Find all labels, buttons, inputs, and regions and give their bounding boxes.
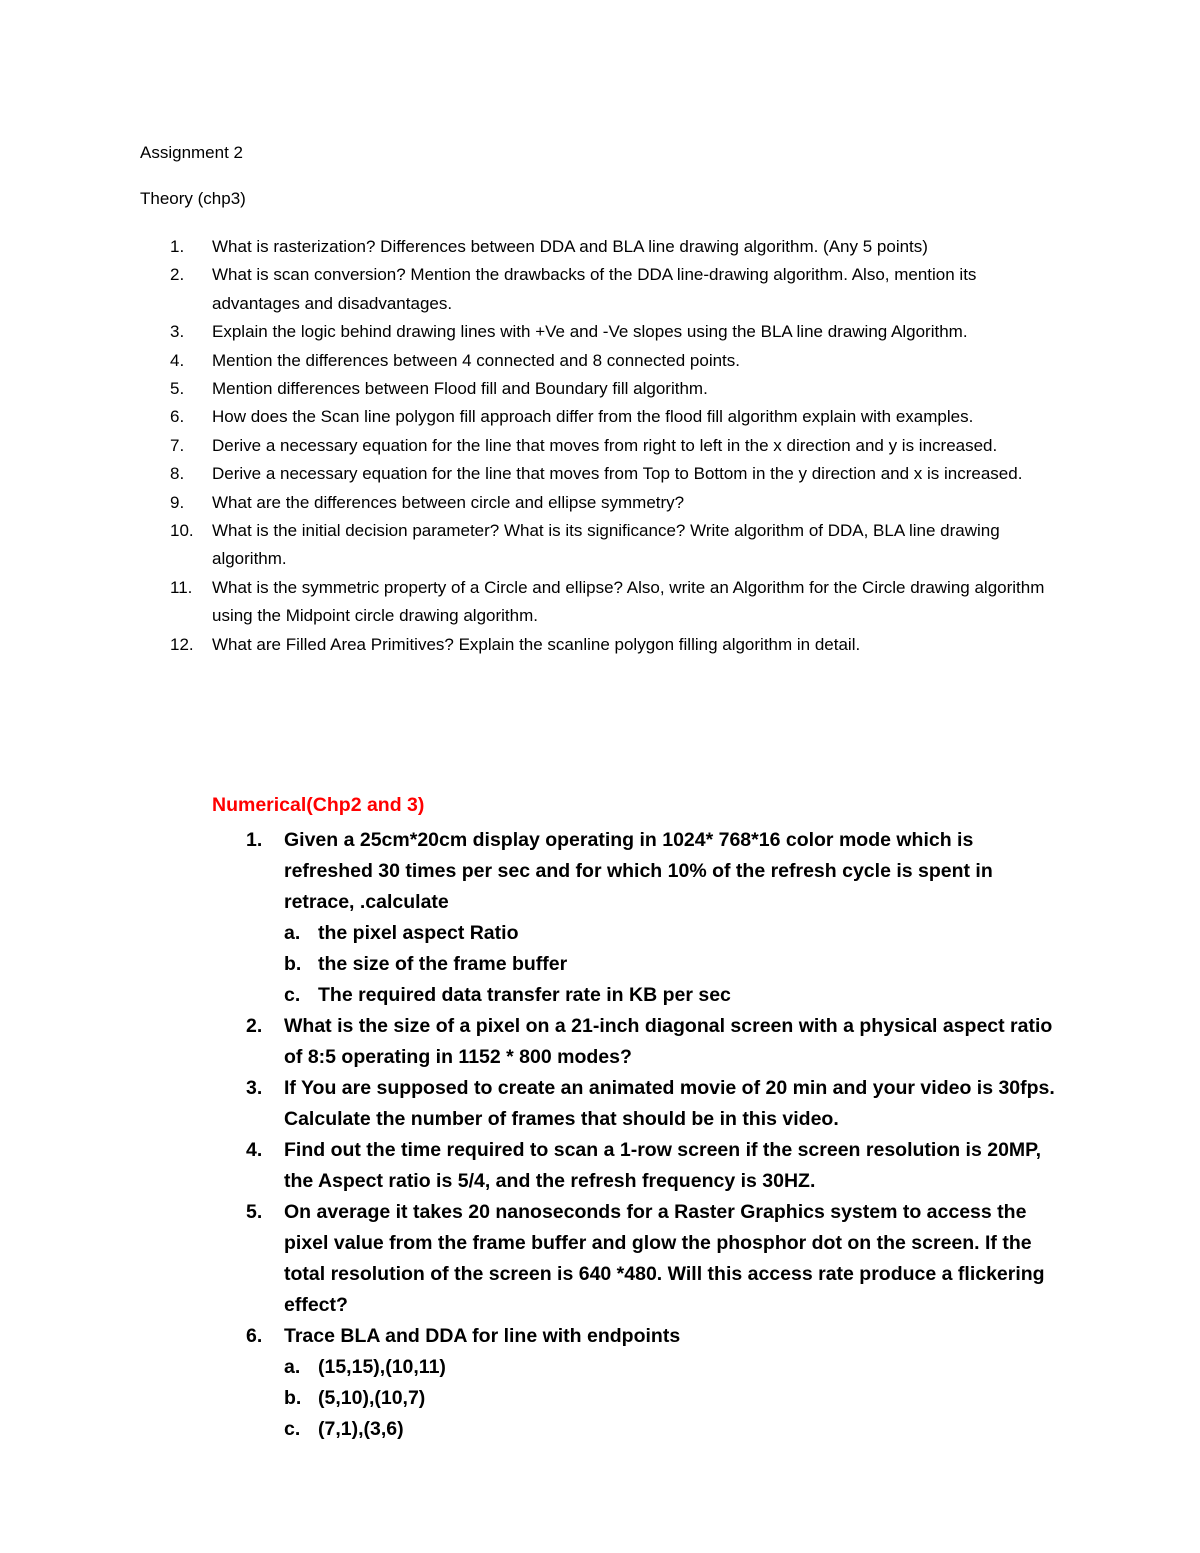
question-text: If You are supposed to create an animated movie of 20 min and your video is 30fps. Calculate the number of frames that should be in this video. bbox=[284, 1077, 1055, 1130]
question-number: 4. bbox=[170, 350, 185, 370]
question-number: 6. bbox=[246, 1325, 263, 1347]
theory-question bbox=[140, 489, 1060, 517]
question-number: 2. bbox=[170, 265, 185, 285]
theory-heading: Theory (chp3) bbox=[140, 189, 246, 208]
question-text: Mention differences between Flood fill and Boundary fill algorithm. bbox=[212, 379, 708, 399]
theory-question bbox=[140, 403, 1060, 431]
sub-question bbox=[284, 1383, 1062, 1414]
numerical-question bbox=[212, 1135, 1062, 1197]
question-number: 10. bbox=[170, 521, 194, 541]
theory-question bbox=[140, 318, 1060, 346]
sub-question bbox=[284, 980, 1062, 1011]
sub-question-list bbox=[284, 918, 1062, 1011]
numerical-question bbox=[212, 825, 1062, 1011]
question-text: On average it takes 20 nanoseconds for a Raster Graphics system to access the pixel value from the frame buffer and glow the phosphor dot on the screen. If the total resolution of the screen is 640 *480. Will this access rate produce a flickering effect? bbox=[284, 1201, 1045, 1316]
question-number: 4. bbox=[246, 1139, 263, 1161]
sub-question-text: (15,15),(10,11) bbox=[318, 1356, 446, 1378]
theory-question bbox=[140, 233, 1060, 261]
question-number: 5. bbox=[246, 1201, 263, 1223]
question-number: 6. bbox=[170, 407, 185, 427]
question-number: 12. bbox=[170, 634, 194, 654]
question-number: 8. bbox=[170, 464, 185, 484]
question-text: Given a 25cm*20cm display operating in 1024* 768*16 color mode which is refreshed 30 times per sec and for which 10% of the refresh cycle is spent in retrace, .calculate bbox=[284, 829, 993, 913]
question-number: 3. bbox=[246, 1077, 263, 1099]
question-text: Find out the time required to scan a 1-row screen if the screen resolution is 20MP, the Aspect ratio is 5/4, and the refresh frequency is 30HZ. bbox=[284, 1139, 1042, 1192]
question-text: Trace BLA and DDA for line with endpoints bbox=[284, 1325, 681, 1347]
question-text: Derive a necessary equation for the line that moves from Top to Bottom in the y direction and x is increased. bbox=[212, 464, 1023, 484]
numerical-question-list bbox=[212, 825, 1062, 1445]
question-text: What are Filled Area Primitives? Explain the scanline polygon filling algorithm in detail. bbox=[212, 634, 861, 654]
theory-question bbox=[140, 631, 1060, 659]
theory-question bbox=[140, 517, 1060, 574]
question-text: What is scan conversion? Mention the drawbacks of the DDA line-drawing algorithm. Also, mention its advantages and disadvantages. bbox=[212, 265, 977, 313]
question-number: 11. bbox=[170, 577, 193, 597]
document-title: Assignment 2 bbox=[140, 143, 243, 162]
question-number: 1. bbox=[246, 829, 263, 851]
question-text: What are the differences between circle and ellipse symmetry? bbox=[212, 492, 685, 512]
question-number: 7. bbox=[170, 435, 185, 455]
sub-question bbox=[284, 918, 1062, 949]
theory-question bbox=[140, 261, 1060, 318]
sub-question bbox=[284, 1352, 1062, 1383]
sub-question-letter: a. bbox=[284, 1356, 301, 1378]
theory-question bbox=[140, 432, 1060, 460]
question-text: What is the size of a pixel on a 21-inch diagonal screen with a physical aspect ratio of 8:5 operating in 1152 * 800 modes? bbox=[284, 1015, 1053, 1068]
theory-question bbox=[140, 460, 1060, 488]
question-text: Mention the differences between 4 connected and 8 connected points. bbox=[212, 350, 741, 370]
numerical-heading: Numerical(Chp2 and 3) bbox=[212, 794, 425, 816]
sub-question-text: The required data transfer rate in KB per sec bbox=[318, 984, 731, 1006]
numerical-question bbox=[212, 1197, 1062, 1321]
numerical-question bbox=[212, 1073, 1062, 1135]
question-number: 3. bbox=[170, 322, 185, 342]
theory-question-list bbox=[140, 233, 1060, 659]
sub-question-list bbox=[284, 1352, 1062, 1445]
question-text: What is the symmetric property of a Circle and ellipse? Also, write an Algorithm for the Circle drawing algorithm using the Midpoint circle drawing algorithm. bbox=[212, 577, 1045, 626]
question-number: 1. bbox=[170, 237, 185, 256]
numerical-question bbox=[212, 1321, 1062, 1445]
question-text: How does the Scan line polygon fill approach differ from the flood fill algorithm explain with examples. bbox=[212, 407, 974, 427]
numerical-question bbox=[212, 1011, 1062, 1073]
sub-question-letter: a. bbox=[284, 922, 301, 944]
question-number: 2. bbox=[246, 1015, 263, 1037]
question-text: What is rasterization? Differences between DDA and BLA line drawing algorithm. (Any 5 points) bbox=[212, 237, 928, 256]
theory-question bbox=[140, 574, 1060, 631]
sub-question bbox=[284, 949, 1062, 980]
question-number: 5. bbox=[170, 379, 185, 399]
sub-question-letter: b. bbox=[284, 953, 302, 975]
sub-question-letter: c. bbox=[284, 984, 301, 1006]
sub-question-text: (7,1),(3,6) bbox=[318, 1418, 404, 1440]
sub-question-text: (5,10),(10,7) bbox=[318, 1387, 426, 1409]
sub-question bbox=[284, 1414, 1062, 1445]
sub-question-text: the size of the frame buffer bbox=[318, 953, 568, 975]
question-text: Explain the logic behind drawing lines with +Ve and -Ve slopes using the BLA line drawing Algorithm. bbox=[212, 322, 968, 342]
question-text: What is the initial decision parameter? What is its significance? Write algorithm of DDA, BLA line drawing algorithm. bbox=[212, 521, 1000, 569]
sub-question-letter: c. bbox=[284, 1418, 301, 1440]
question-text: Derive a necessary equation for the line that moves from right to left in the x direction and y is increased. bbox=[212, 435, 998, 455]
question-number: 9. bbox=[170, 492, 185, 512]
theory-question bbox=[140, 375, 1060, 403]
theory-question bbox=[140, 347, 1060, 375]
sub-question-text: the pixel aspect Ratio bbox=[318, 922, 519, 944]
sub-question-letter: b. bbox=[284, 1387, 302, 1409]
